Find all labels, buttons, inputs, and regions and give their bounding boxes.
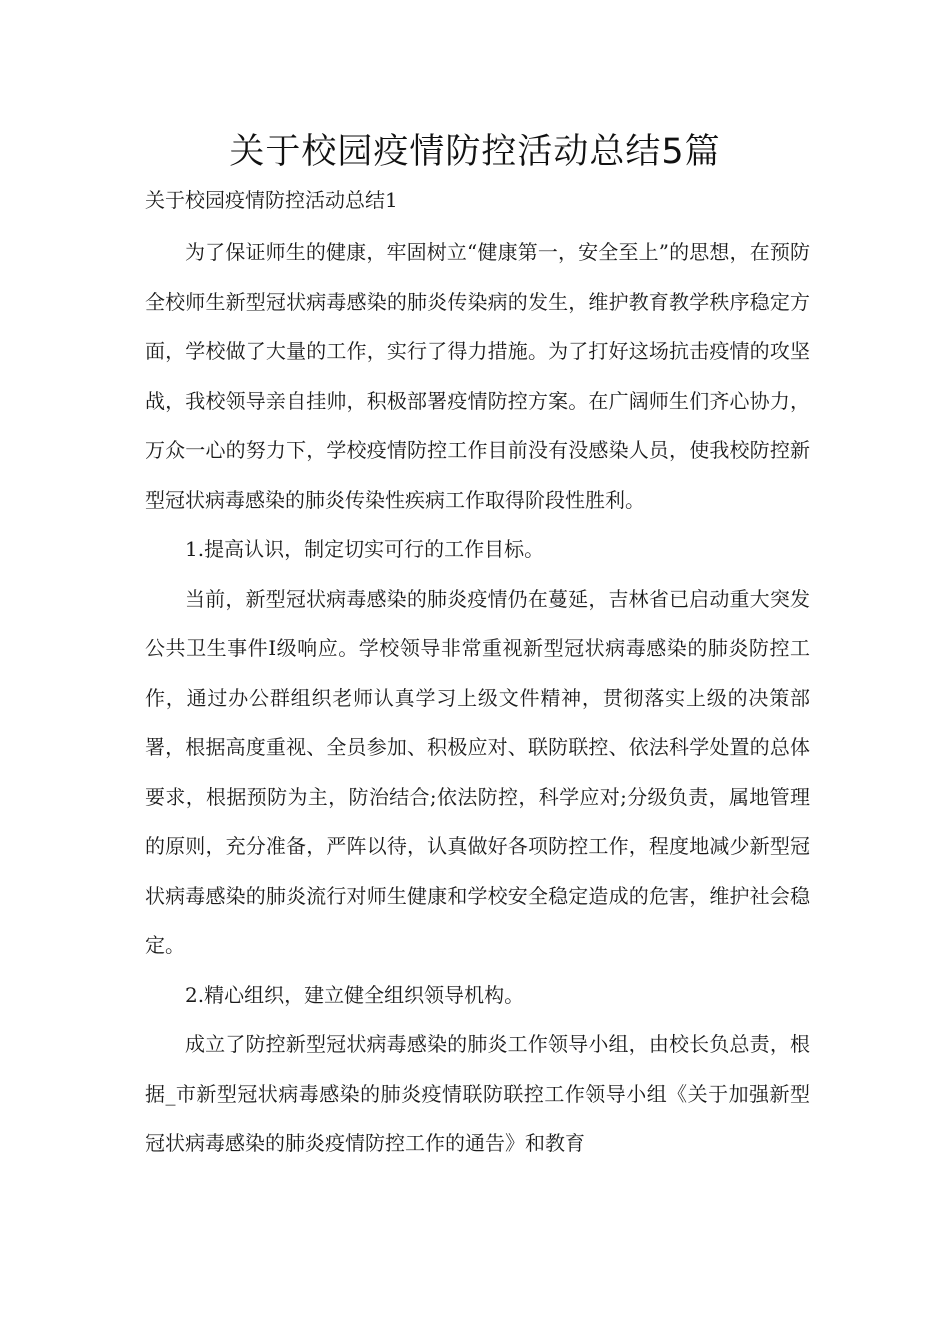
- document-body: [145, 228, 810, 1169]
- section-heading: 关于校园疫情防控活动总结1: [145, 188, 398, 212]
- paragraph-point-2-body: 成立了防控新型冠状病毒感染的肺炎工作领导小组，由校长负总责，根据_市新型冠状病毒感染的肺炎疫情联防联控工作领导小组《关于加强新型冠状病毒感染的肺炎疫情防控工作的通告》和教育: [145, 1032, 810, 1155]
- document-title: 关于校园疫情防控活动总结5篇: [229, 132, 721, 172]
- paragraph-point-1-heading: 1.提高认识，制定切实可行的工作目标。: [185, 537, 545, 561]
- paragraph-intro: 为了保证师生的健康，牢固树立“健康第一，安全至上”的思想，在预防全校师生新型冠状病毒感染的肺炎传染病的发生，维护教育教学秩序稳定方面，学校做了大量的工作，实行了得力措施。为了打好这场抗击疫情的攻坚战，我校领导亲自挂帅，积极部署疫情防控方案。在广阔师生们齐心协力，万众一心的努力下，学校疫情防控工作目前没有没感染人员，使我校防控新型冠状病毒感染的肺炎传染性疾病工作取得阶段性胜利。: [145, 240, 810, 512]
- paragraph-point-1-body: 当前，新型冠状病毒感染的肺炎疫情仍在蔓延，吉林省已启动重大突发公共卫生事件Ⅰ级响应。学校领导非常重视新型冠状病毒感染的肺炎防控工作，通过办公群组织老师认真学习上级文件精神，贯彻落实上级的决策部署，根据高度重视、全员参加、积极应对、联防联控、依法科学处置的总体要求，根据预防为主，防治结合;依法防控，科学应对;分级负责，属地管理的原则，充分准备，严阵以待，认真做好各项防控工作，程度地减少新型冠状病毒感染的肺炎流行对师生健康和学校安全稳定造成的危害，维护社会稳定。: [145, 586, 810, 957]
- paragraph-point-2-heading: 2.精心组织，建立健全组织领导机构。: [185, 982, 525, 1007]
